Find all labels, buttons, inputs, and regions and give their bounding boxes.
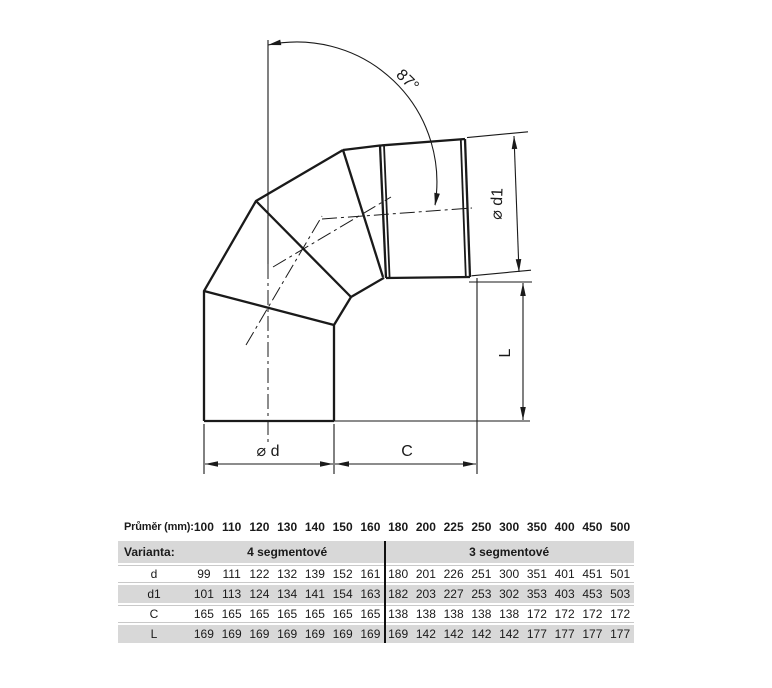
value-cell: 172 — [610, 607, 631, 621]
value-cell: 142 — [499, 626, 520, 641]
row-label: d — [150, 567, 158, 581]
value-cell: 453 — [582, 586, 603, 601]
value-cell: 169 — [332, 626, 353, 641]
diameter-header-cell: 225 — [443, 520, 464, 534]
arc-arrow-top — [268, 40, 281, 46]
value-cell: 201 — [415, 567, 436, 581]
value-cell: 138 — [415, 607, 436, 621]
value-cell: 169 — [193, 626, 214, 641]
c-label: C — [401, 443, 413, 460]
diameter-header-cell: 110 — [221, 520, 242, 534]
diameter-header-cell: 250 — [471, 520, 492, 534]
diameter-header-cell: 180 — [388, 520, 409, 534]
table-row-d1 — [118, 585, 634, 603]
center-lines — [246, 197, 472, 446]
diameter-header-cell: 120 — [249, 520, 270, 534]
dimension-lines — [204, 40, 532, 474]
diameter-header-cell: 140 — [304, 520, 325, 534]
center-line-socket — [322, 208, 472, 219]
value-cell: 172 — [582, 607, 603, 621]
row-label: L — [150, 626, 158, 641]
value-cell: 182 — [388, 586, 409, 601]
d1-arrow-bottom — [516, 259, 522, 272]
c-arrow-right — [463, 461, 476, 467]
value-cell: 203 — [415, 586, 436, 601]
value-cell: 169 — [277, 626, 298, 641]
d-arrow-left — [205, 461, 218, 467]
diameter-header-cell: 130 — [277, 520, 298, 534]
elbow-outer-edge — [204, 150, 343, 421]
diameter-header-row — [118, 514, 634, 540]
value-cell: 154 — [332, 586, 353, 601]
value-cell: 142 — [471, 626, 492, 641]
value-cell: 226 — [443, 567, 464, 581]
l-arrow-bottom — [520, 407, 526, 420]
elbow-inner-edge — [334, 278, 384, 421]
value-cell: 113 — [222, 586, 242, 601]
d1-label: ⌀ d1 — [488, 187, 507, 221]
row-label: d1 — [147, 586, 161, 601]
arrow-heads — [205, 40, 526, 467]
socket-top-edge — [343, 139, 465, 150]
diameter-header-cell: 350 — [526, 520, 547, 534]
socket-bottom-edge — [386, 277, 470, 278]
value-cell: 132 — [277, 567, 298, 581]
value-cell: 302 — [499, 586, 520, 601]
value-cell: 142 — [443, 626, 464, 641]
l-label: L — [497, 348, 514, 358]
diameter-header-cell: 500 — [610, 520, 631, 534]
table-row-l — [118, 625, 634, 643]
value-cell: 169 — [388, 626, 409, 641]
dim-d1-line — [514, 136, 519, 272]
value-cell: 353 — [526, 586, 547, 601]
value-cell: 177 — [582, 626, 603, 641]
value-cell: 165 — [277, 607, 298, 621]
variant-row — [118, 541, 634, 563]
center-line-segment3 — [273, 197, 391, 267]
diameter-header-cell: 150 — [332, 520, 353, 534]
value-cell: 169 — [360, 626, 381, 641]
elbow-outline — [204, 139, 470, 421]
value-cell: 134 — [277, 586, 298, 601]
value-cell: 251 — [471, 567, 492, 581]
value-cell: 138 — [471, 607, 492, 621]
value-cell: 253 — [471, 586, 492, 601]
value-cell: 180 — [388, 567, 409, 581]
c-arrow-left — [336, 461, 349, 467]
value-cell: 351 — [526, 567, 547, 581]
value-cell: 165 — [193, 607, 214, 621]
value-cell: 165 — [221, 607, 242, 621]
value-cell: 227 — [443, 586, 464, 601]
value-cell: 501 — [610, 567, 631, 581]
value-cell: 172 — [526, 607, 547, 621]
value-cell: 142 — [415, 626, 436, 641]
value-cell: 165 — [360, 607, 381, 621]
diameter-header-cell: 300 — [499, 520, 520, 534]
variant-divider-line — [384, 541, 386, 643]
dim-d1-ext-top — [467, 132, 528, 138]
value-cell: 124 — [249, 586, 270, 601]
angle-label: 87° — [392, 66, 422, 96]
value-cell: 403 — [554, 586, 575, 601]
value-cell: 138 — [499, 607, 520, 621]
row-label: C — [149, 607, 159, 621]
value-cell: 503 — [610, 586, 631, 601]
l-arrow-top — [520, 283, 526, 296]
value-cell: 111 — [222, 567, 241, 581]
spec-table — [118, 514, 634, 645]
diameter-header-cell: 160 — [360, 520, 381, 534]
value-cell: 101 — [193, 586, 214, 601]
diameter-header-cell: 100 — [193, 520, 214, 534]
value-cell: 165 — [332, 607, 353, 621]
value-cell: 163 — [360, 586, 381, 601]
diameter-header-cell: 200 — [415, 520, 436, 534]
miter-joint-1 — [204, 291, 334, 325]
value-cell: 139 — [304, 567, 325, 581]
value-cell: 141 — [304, 586, 325, 601]
value-cell: 161 — [360, 567, 381, 581]
table-row-c — [118, 605, 634, 623]
d-label: ⌀ d — [256, 443, 280, 460]
variant-4-segment: 4 segmentové — [247, 545, 328, 559]
value-cell: 177 — [554, 626, 575, 641]
variant-3-segment: 3 segmentové — [469, 545, 550, 559]
value-cell: 122 — [249, 567, 270, 581]
value-cell: 169 — [304, 626, 325, 641]
d-arrow-right — [320, 461, 333, 467]
diameter-header-cell: 450 — [582, 520, 603, 534]
value-cell: 169 — [249, 626, 270, 641]
value-cell: 177 — [610, 626, 631, 641]
value-cell: 138 — [443, 607, 464, 621]
value-cell: 152 — [332, 567, 353, 581]
arc-arrow-bottom — [434, 193, 440, 206]
value-cell: 172 — [554, 607, 575, 621]
diameter-label: Průměr (mm): — [124, 521, 194, 533]
value-cell: 451 — [582, 567, 603, 581]
d1-arrow-top — [512, 136, 518, 149]
value-cell: 300 — [499, 567, 520, 581]
table-row-d — [118, 565, 634, 583]
diameter-header-cell: 400 — [554, 520, 575, 534]
value-cell: 138 — [388, 607, 409, 621]
variant-label: Varianta: — [124, 545, 175, 559]
value-cell: 165 — [304, 607, 325, 621]
value-cell: 401 — [554, 567, 575, 581]
value-cell: 165 — [249, 607, 270, 621]
value-cell: 177 — [526, 626, 547, 641]
dim-d1-ext-bottom — [472, 270, 532, 276]
center-line-segment2 — [246, 216, 322, 345]
value-cell: 169 — [221, 626, 242, 641]
value-cell: 99 — [197, 567, 211, 581]
